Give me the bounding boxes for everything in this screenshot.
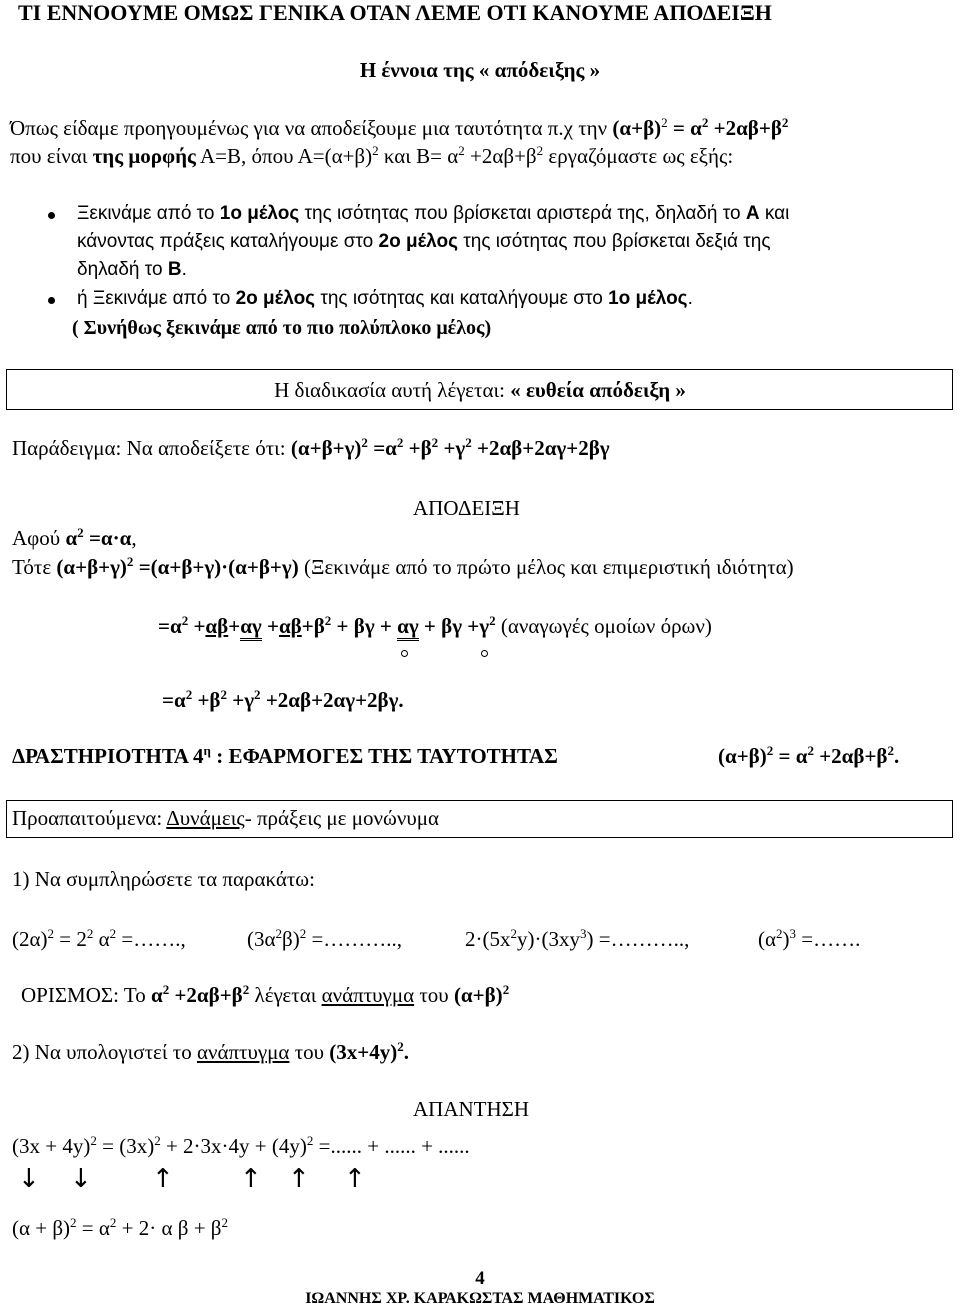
intro-line-1: Όπως είδαμε προηγουμένως για να αποδείξουμε μια ταυτότητα π.χ την $(\alpha+\beta)^2 = \alpha^2 +2\alpha\beta+\beta^2$: [10, 115, 789, 140]
answer-expansion: $(3x + 4y)^2 = (3x)^2 + 2\cdot 3x\cdot 4y + (4y)^2$ =...... + ...... + ......: [12, 1133, 470, 1158]
proof-heading: ΑΠΟΔΕΙΞΗ: [413, 496, 520, 520]
footer-author: ΙΩΑΝΝΗΣ ΧΡ. ΚΑΡΑΚΩΣΤΑΣ ΜΑΘΗΜΑΤΙΚΟΣ: [305, 1290, 655, 1307]
arrow-up-icon: ↑: [344, 1164, 366, 1194]
arrow-down-icon: ↓: [70, 1164, 92, 1194]
definition: ΟΡΙΣΜΟΣ: Το $\alpha^2 +2\alpha\beta+\beta^2$ λέγεται ανάπτυγμα του $(\alpha+\beta)^2$: [21, 982, 510, 1007]
proof-line-4: $=\alpha^2 +\beta^2 +\gamma^2 +2\alpha\beta+2\alpha\gamma+2\beta\gamma$.: [162, 687, 404, 712]
exercise-1c: $2\cdot(5x^2y)\cdot(3xy^3)$ =………..,: [465, 926, 690, 951]
exercise-1a: $(2\alpha)^2 = 2^2$ $\alpha^2$ =…….,: [12, 926, 186, 951]
intro-line-2: που είναι της μορφής Α=Β, όπου $A=(\alpha+\beta)^2$ και $B= \alpha^2 +2\alpha\beta+\beta^2$ εργαζόμαστε ως εξής:: [10, 143, 734, 168]
proof-line-1: Αφού $\alpha^2 =\alpha\cdot\alpha$,: [12, 525, 137, 550]
answer-heading: ΑΠΑΝΤΗΣΗ: [413, 1097, 530, 1121]
page-title: ΤΙ ΕΝΝΟΟΥΜΕ ΟΜΩΣ ΓΕΝΙΚΑ ΟΤΑΝ ΛΕΜΕ ΟΤΙ ΚΑΝΟΥΜΕ ΑΠΟΔΕΙΞΗ: [18, 0, 772, 25]
arrow-up-icon: ↑: [288, 1164, 310, 1194]
page-number: 4: [475, 1268, 485, 1289]
identity-formula: $(\alpha + \beta)^2 = \alpha^2 + 2\cdot \alpha$ $\beta + \beta^2$: [12, 1215, 228, 1240]
bullet-note: ( Συνήθως ξεκινάμε από το πιο πολύπλοκο μέλος): [72, 317, 492, 339]
arrow-up-icon: ↑: [240, 1164, 262, 1194]
subtitle: Η έννοια της « απόδειξης »: [359, 58, 601, 82]
arrow-down-icon: ↓: [18, 1164, 40, 1194]
exercise-1d: $(\alpha^2)^3$ =…….: [758, 926, 861, 951]
example-line: Παράδειγμα: Να αποδείξετε ότι: $(\alpha+\beta+\gamma)^2 =\alpha^2 +\beta^2 +\gamma^2 +2\alpha\beta+2\alpha\gamma+2\beta\gamma$: [12, 435, 610, 460]
bullet-1-line-1: Ξεκινάμε από το 1ο μέλος της ισότητας που βρίσκεται αριστερά της, δηλαδή το Α και: [77, 203, 790, 224]
question-1: 1) Να συμπληρώσετε τα παρακάτω:: [12, 867, 315, 891]
direct-proof-text: Η διαδικασία αυτή λέγεται: « ευθεία απόδειξη »: [274, 378, 686, 402]
ring-mark-1: [401, 650, 408, 657]
exercise-1b: $(3\alpha^2\beta)^2$ =………..,: [247, 926, 403, 951]
proof-line-3: $=\alpha^2 +\alpha\beta+\alpha\gamma +\alpha\beta+\beta^2 + \beta\gamma + \alpha\gamma + \beta\gamma +\gamma^2$ (αναγωγές ομοίων όρων): [158, 614, 712, 639]
bullet-1: [48, 212, 55, 219]
proof-line-2: Τότε $(\alpha+\beta+\gamma)^2 =(\alpha+\beta+\gamma)\cdot(\alpha+\beta+\gamma)$ (Ξεκινάμε από το πρώτο μέλος και επιμεριστική ιδιότητα): [12, 554, 794, 579]
prerequisites-text: Προαπαιτούμενα: Δυνάμεις- πράξεις με μονώνυμα: [12, 806, 439, 830]
bullet-2-line: ή Ξεκινάμε από το 2ο μέλος της ισότητας και καταλήγουμε στο 1ο μέλος.: [77, 288, 693, 309]
bullet-1-line-3: δηλαδή το Β.: [77, 259, 187, 280]
bullet-2: [48, 297, 55, 304]
activity-heading: ΔΡΑΣΤΗΡΙΟΤΗΤΑ $4^\eta$ : ΕΦΑΡΜΟΓΕΣ ΤΗΣ ΤΑΥΤΟΤΗΤΑΣ: [12, 743, 558, 768]
bullet-1-line-2: κάνοντας πράξεις καταλήγουμε στο 2ο μέλος της ισότητας που βρίσκεται δεξιά της: [77, 231, 771, 252]
arrow-up-icon: ↑: [152, 1164, 174, 1194]
question-2: 2) Να υπολογιστεί το ανάπτυγμα του $(3x+4y)^2$.: [12, 1039, 409, 1064]
ring-mark-2: [481, 650, 488, 657]
activity-identity: $(\alpha+\beta)^2 = \alpha^2 +2\alpha\beta+\beta^2$.: [718, 743, 900, 768]
